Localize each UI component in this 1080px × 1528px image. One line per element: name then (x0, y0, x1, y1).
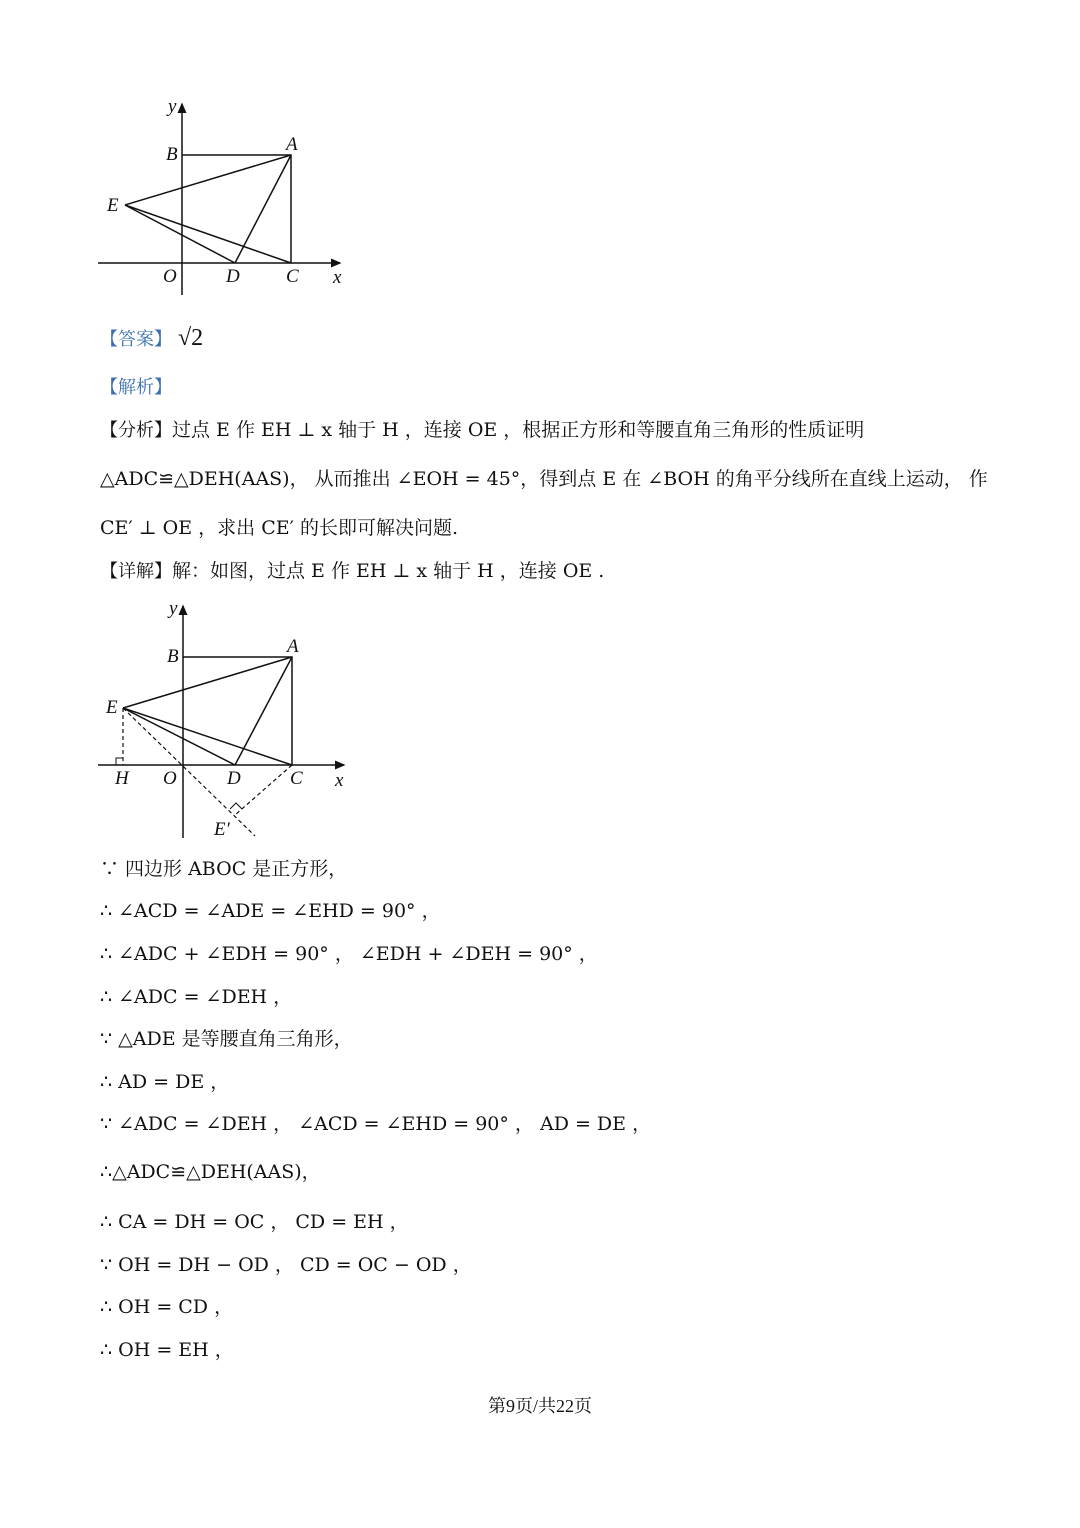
step-9-text: ∴ CA = DH = OC ， CD = EH ， (100, 1211, 409, 1233)
label-A: A (286, 134, 298, 155)
detail-tag: 【详解】 (100, 561, 172, 582)
label-y: y (168, 96, 177, 117)
coordinate-figure-2 (90, 598, 360, 846)
step-12 (100, 1337, 234, 1363)
step-11-text: ∴ OH = CD ， (100, 1296, 234, 1318)
step-7-text: ∵ ∠ADC = ∠DEH ， ∠ACD = ∠EHD = 90° ， AD = DE ， (100, 1113, 652, 1135)
step-6-text: ∴ AD = DE ， (100, 1071, 230, 1093)
analysis-text-3: CE′ ⊥ OE ，求出 CE′ 的长即可解决问题. (100, 517, 458, 539)
detail-line (100, 558, 604, 585)
label-B: B (166, 144, 178, 165)
label-B: B (167, 646, 179, 667)
label-E-prime: E′ (214, 819, 230, 840)
step-10-text: ∵ OH = DH − OD ， CD = OC − OD ， (100, 1254, 472, 1276)
page-footer: 第9页/共22页 (487, 1396, 592, 1416)
detail-intro: 解：如图，过点 E 作 EH ⊥ x 轴于 H ，连接 OE . (172, 560, 605, 582)
right-angle-H (116, 758, 123, 765)
step-12-text: ∴ OH = EH ， (100, 1339, 234, 1361)
step-4-text: ∴ ∠ADC = ∠DEH ， (100, 986, 293, 1008)
analysis-subtag: 【分析】 (100, 420, 172, 441)
label-H: H (115, 768, 129, 789)
step-2-text: ∴ ∠ACD = ∠ADE = ∠EHD = 90° ， (100, 900, 441, 922)
segment-EC (125, 205, 291, 263)
label-x: x (333, 267, 342, 288)
step-5 (100, 1026, 353, 1052)
segment-EA (123, 657, 292, 708)
label-x: x (335, 770, 344, 791)
answer-value: √2 (178, 325, 204, 351)
analysis-text-1: 过点 E 作 EH ⊥ x 轴于 H ，连接 OE ，根据正方形和等腰直角三角形的性质证明 (172, 419, 865, 441)
step-1 (100, 856, 347, 882)
step-8 (100, 1159, 321, 1185)
answer-line (100, 325, 203, 353)
step-6 (100, 1069, 229, 1095)
analysis-tag: 【解析】 (100, 377, 172, 398)
analysis-line-2 (100, 466, 988, 492)
label-A: A (287, 636, 299, 657)
label-O: O (163, 768, 177, 789)
label-D: D (226, 266, 240, 287)
step-11 (100, 1294, 233, 1320)
label-D: D (227, 768, 241, 789)
analysis-text-2: △ADC≌△DEH(AAS)， 从而推出 ∠EOH = 45°，得到点 E 在 ∠BOH 的角平分线所在直线上运动， 作 (100, 468, 988, 490)
analysis-heading (100, 374, 172, 401)
step-4 (100, 984, 292, 1010)
label-C: C (290, 768, 303, 789)
coordinate-figure-1 (90, 95, 360, 305)
dashed-CE-prime (235, 765, 292, 815)
segment-ED (125, 205, 235, 263)
label-E: E (107, 195, 119, 216)
segment-ED (123, 708, 235, 765)
step-10 (100, 1252, 472, 1278)
step-2 (100, 898, 441, 924)
step-7 (100, 1111, 651, 1137)
right-angle-E-prime (230, 803, 242, 809)
segment-EA (125, 155, 291, 205)
step-3 (100, 941, 598, 967)
label-C: C (286, 266, 299, 287)
label-O: O (163, 266, 177, 287)
step-5-text: ∵ △ADE 是等腰直角三角形， (100, 1028, 353, 1050)
analysis-line-3 (100, 515, 458, 541)
step-8-text: ∴△ADC≌△DEH(AAS)， (100, 1161, 321, 1183)
label-y: y (169, 598, 178, 619)
analysis-line-1 (100, 417, 864, 444)
segment-EC (123, 708, 292, 765)
step-9 (100, 1209, 409, 1235)
answer-tag: 【答案】 (100, 329, 172, 350)
label-E: E (106, 697, 118, 718)
step-1-text: ∵ 四边形 ABOC 是正方形， (100, 858, 348, 880)
step-3-text: ∴ ∠ADC + ∠EDH = 90° ， ∠EDH + ∠DEH = 90° ， (100, 943, 598, 965)
